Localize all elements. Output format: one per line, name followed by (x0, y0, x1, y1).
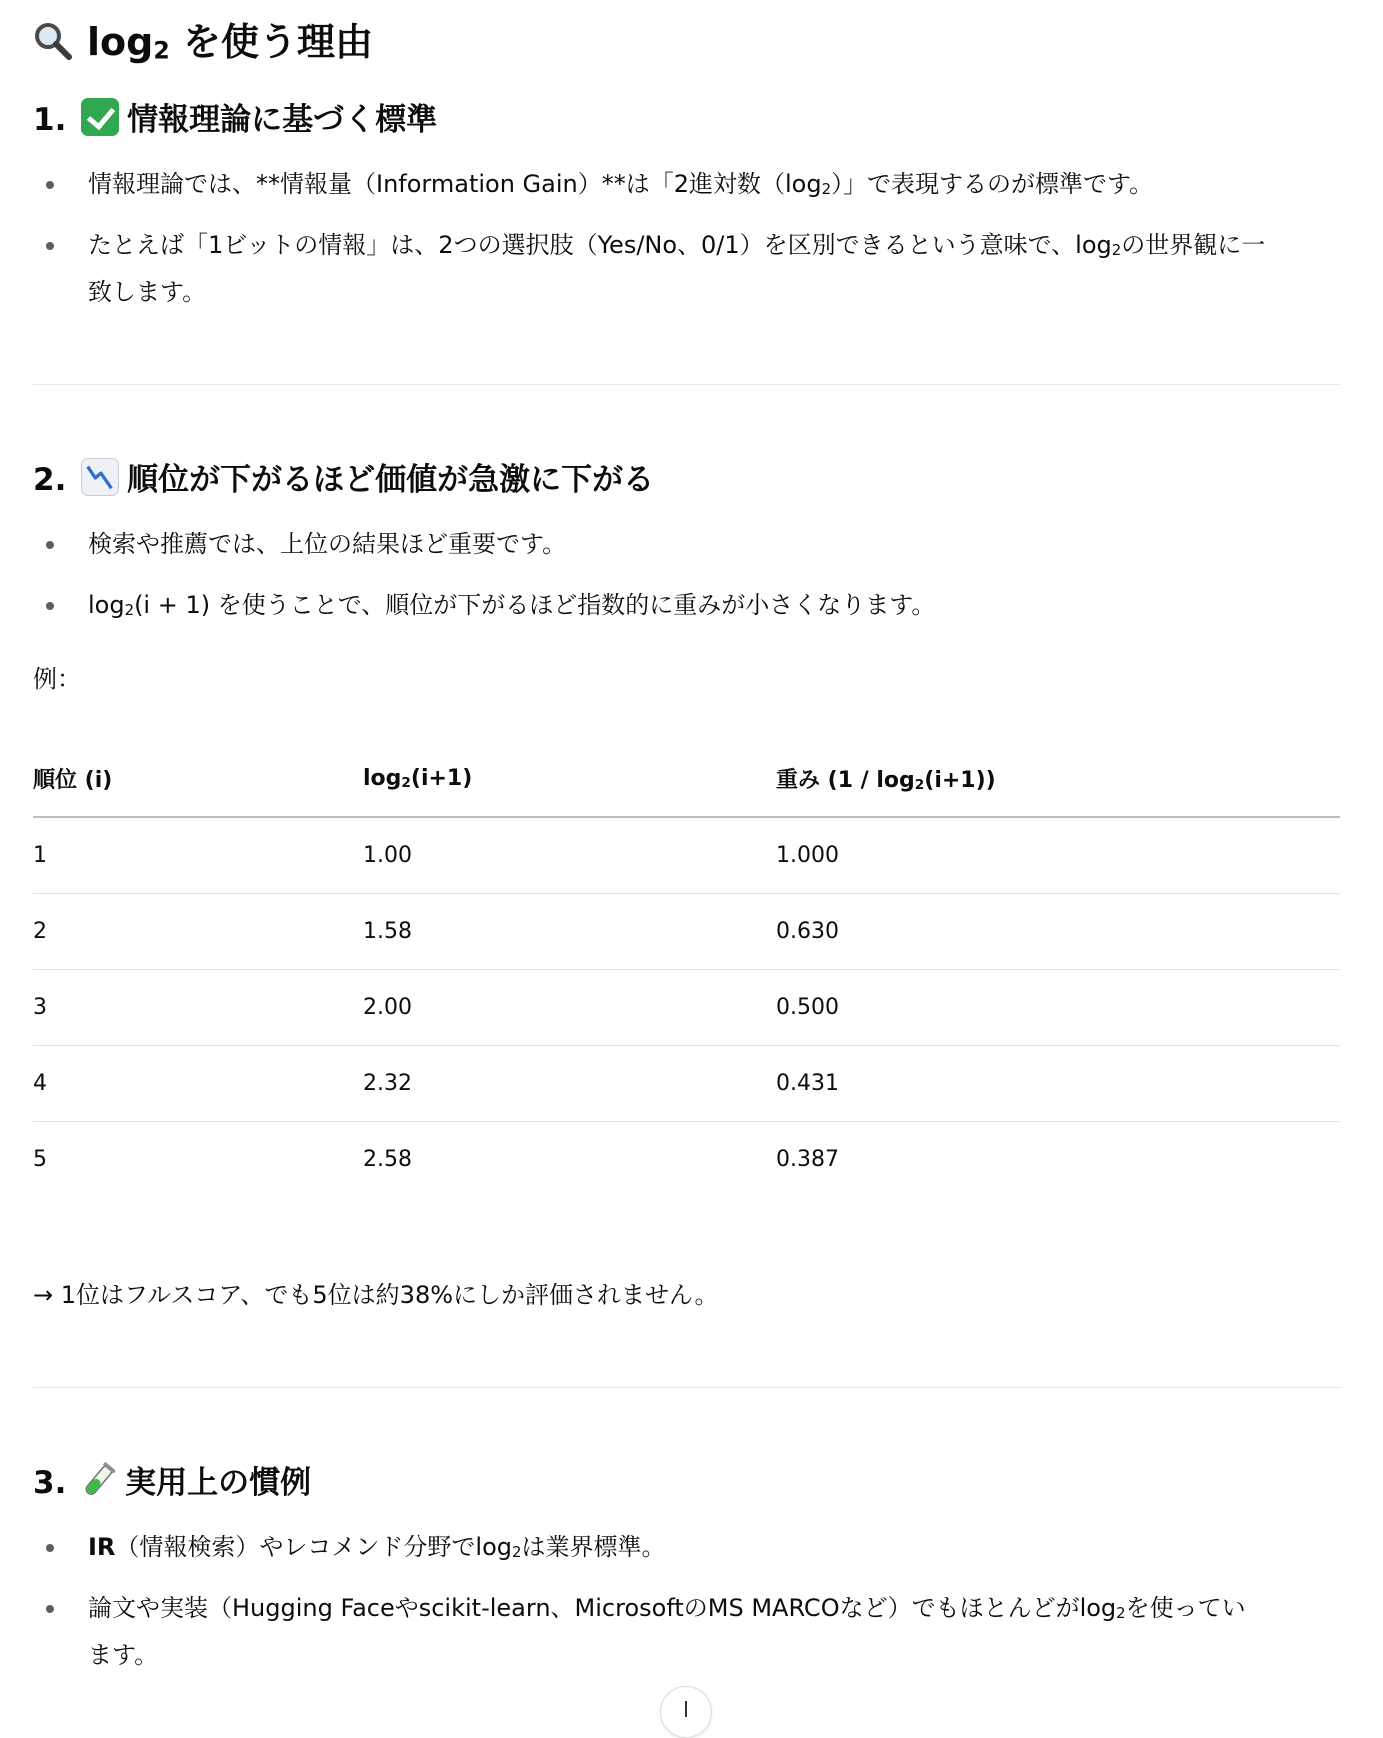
list-item: IR（情報検索）やレコメンド分野で$\log_2$は業界標準。 (33, 1524, 1340, 1571)
table-cell: 3 (33, 970, 363, 1046)
test-tube-icon (81, 1461, 117, 1499)
bullet-dot (46, 602, 54, 610)
table-cell: 2 (33, 894, 363, 970)
chart-decreasing-icon (81, 458, 119, 496)
section-1-heading: 1. 情報理論に基づく標準 (33, 96, 437, 144)
table-cell: 0.387 (776, 1147, 839, 1172)
list-item: 情報理論では、**情報量（Information Gain）**は「2進対数$(\log_2)$」で表現するのが標準です。 (33, 161, 1340, 208)
column-header-rank: 順位 (i) (33, 740, 363, 817)
section-2-bullets (33, 521, 1340, 629)
table-cell: 1.000 (776, 817, 1340, 894)
table-cell: 2.58 (363, 1147, 412, 1172)
bullet-dot (46, 1605, 54, 1613)
bullet-dot (46, 242, 54, 250)
table-cell: 5 (33, 1147, 47, 1172)
section-2-heading: 2. 順位が下がるほど価値が急激に下がる (33, 456, 654, 504)
section-3-bullets (33, 1524, 1340, 1679)
list-item: 検索や推薦では、上位の結果ほど重要です。 (33, 521, 1340, 568)
table-cell: 0.630 (776, 894, 1340, 970)
table-header-row (33, 740, 1340, 817)
check-mark-icon (81, 98, 119, 136)
divider (33, 384, 1340, 385)
bullet-dot (46, 181, 54, 189)
table-row (33, 894, 1340, 970)
list-item: 論文や実装（Hugging Faceやscikit-learn、MicrosoftのMS MARCOなど）でもほとんどが$\log_2$を使ってい ます。 (33, 1585, 1340, 1679)
weights-table (33, 740, 1340, 1197)
table-cell: 1.58 (363, 894, 776, 970)
table-row (33, 1046, 1340, 1122)
magnifying-glass-icon (33, 21, 73, 61)
table-row (33, 817, 1340, 894)
page-title: $\log_2$ を使う理由 (33, 14, 373, 70)
table-cell: 1 (33, 817, 363, 894)
section-1-bullets (33, 161, 1340, 316)
divider (33, 1387, 1340, 1388)
table-row (33, 970, 1340, 1046)
bullet-dot (46, 541, 54, 549)
table-cell: 2.32 (363, 1046, 776, 1122)
table-cell: 4 (33, 1046, 363, 1122)
bullet-dot (46, 1544, 54, 1552)
table-row (33, 1122, 1340, 1198)
list-item: たとえば「1ビットの情報」は、2つの選択肢（Yes/No、0/1）を区別できるという意味で、$\log_2$の世界観に一 致します。 (33, 222, 1340, 316)
table-cell: 2.00 (363, 970, 776, 1046)
table-cell: 0.500 (776, 970, 1340, 1046)
scroll-down-button[interactable] (660, 1686, 712, 1738)
table-cell: 1.00 (363, 817, 776, 894)
example-label: 例： (33, 665, 81, 693)
section-3-heading: 3. 実用上の慣例 (33, 1459, 311, 1507)
column-header-weight: 重み $(1 / \log_2(i+1))$ (776, 740, 1340, 817)
list-item: $\log_2(i + 1)$ を使うことで、順位が下がるほど指数的に重みが小さくなります。 (33, 582, 1340, 629)
column-header-log2: $\log_2(i+1)$ (363, 740, 776, 817)
table-cell: 0.431 (776, 1046, 1340, 1122)
conclusion-text: → 1位はフルスコア、でも5位は約38%にしか評価されません。 (33, 1281, 719, 1309)
